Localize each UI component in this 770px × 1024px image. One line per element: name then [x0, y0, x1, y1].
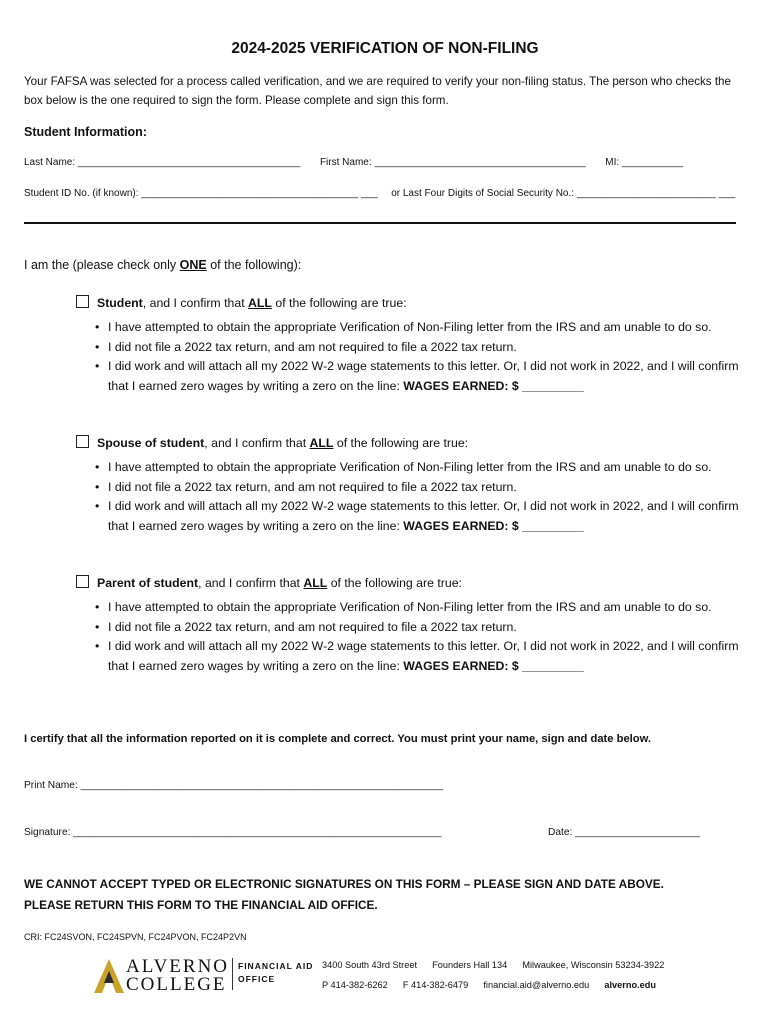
section-divider [24, 222, 736, 224]
first-name-field[interactable]: First Name: ______________________________________ [319, 157, 586, 168]
footer-address-row [322, 960, 664, 970]
spouse-checkbox[interactable] [76, 435, 89, 448]
footer-hall: Founders Hall 134 [432, 960, 508, 970]
certification-statement: I certify that all the information reported on it is complete and correct. You must print your name, sign and date below. [24, 733, 652, 745]
option-role: Parent of student [97, 576, 199, 590]
list-item: • I did work and will attach all my 2022 W-2 wage statements to this letter. Or, I did not work in 2022, and I will confirm that I earned zero wages by writing a zero on the line: WAGES EARNED: $ _________ [93, 357, 753, 396]
signature-warning: WE CANNOT ACCEPT TYPED OR ELECTRONIC SIGNATURES ON THIS FORM – PLEASE SIGN AND DATE ABOVE. PLEASE RETURN THIS FORM TO THE FINANCIAL AID OFFICE. [24, 877, 664, 912]
last-name-field[interactable]: Last Name: ________________________________________ [24, 157, 301, 168]
list-item: • I did not file a 2022 tax return, and am not required to file a 2022 tax return. [93, 338, 753, 358]
intro-paragraph: Your FAFSA was selected for a process called verification, and we are required to verify your non-filing status. The person who checks the box below is the one required to sign the form. Please complete and sign this form. [24, 75, 731, 107]
option-spouse: Spouse of student, and I confirm that ALL of the following are true: [76, 435, 468, 450]
list-item: • I have attempted to obtain the appropriate Verification of Non-Filing letter from the IRS and am unable to do so. [93, 318, 753, 338]
student-info-heading: Student Information: [24, 125, 147, 139]
option-student: Student, and I confirm that ALL of the following are true: [76, 295, 407, 310]
parent-conditions [93, 598, 753, 676]
logo-emblem-icon [94, 959, 124, 993]
footer-phone: P 414-382-6262 [322, 980, 388, 990]
footer-fax: F 414-382-6479 [402, 980, 469, 990]
logo-divider [232, 958, 233, 990]
date-field[interactable]: Date: ______________________ [548, 827, 700, 838]
id-row [24, 188, 735, 199]
option-role: Spouse of student [97, 436, 205, 450]
signature-field[interactable]: Signature: _________________________________________________________________ [24, 827, 442, 838]
logo-name-line2: COLLEGE [126, 974, 227, 995]
spouse-conditions [93, 458, 753, 536]
check-one-instruction: I am the (please check only ONE of the following): [24, 258, 302, 272]
option-parent: Parent of student, and I confirm that ALL of the following are true: [76, 575, 462, 590]
footer-website[interactable]: alverno.edu [604, 980, 656, 990]
mi-field[interactable]: MI: ___________ [605, 157, 684, 168]
option-role: Student [97, 296, 143, 310]
footer-email[interactable]: financial.aid@alverno.edu [483, 980, 590, 990]
list-item: • I have attempted to obtain the appropriate Verification of Non-Filing letter from the IRS and am unable to do so. [93, 598, 753, 618]
student-checkbox[interactable] [76, 295, 89, 308]
footer-address: 3400 South 43rd Street [322, 960, 418, 970]
wages-earned-field[interactable]: WAGES EARNED: $ _________ [403, 378, 584, 393]
student-conditions [93, 318, 753, 396]
one-emphasis: ONE [179, 258, 207, 272]
print-name-field[interactable]: Print Name: ________________________________________________________________ [24, 780, 444, 791]
ssn-field[interactable]: or Last Four Digits of Social Security No.: _________________________ ___ [391, 188, 736, 199]
alverno-logo [94, 957, 314, 997]
parent-checkbox[interactable] [76, 575, 89, 588]
logo-dept-line2: OFFICE [238, 974, 276, 984]
footer-city: Milwaukee, Wisconsin 53234-3922 [522, 960, 665, 970]
footer-contact-row [322, 980, 656, 990]
logo-dept-line1: FINANCIAL AID [238, 961, 314, 971]
list-item: • I have attempted to obtain the appropriate Verification of Non-Filing letter from the IRS and am unable to do so. [93, 458, 753, 478]
wages-earned-field[interactable]: WAGES EARNED: $ _________ [403, 518, 584, 533]
logo-name-line1: ALVERNO [126, 956, 230, 977]
list-item: • I did not file a 2022 tax return, and am not required to file a 2022 tax return. [93, 618, 753, 638]
form-title: 2024-2025 VERIFICATION OF NON-FILING [231, 40, 539, 57]
list-item: • I did not file a 2022 tax return, and am not required to file a 2022 tax return. [93, 478, 753, 498]
list-item: • I did work and will attach all my 2022 W-2 wage statements to this letter. Or, I did not work in 2022, and I will confirm that I earned zero wages by writing a zero on the line: WAGES EARNED: $ _________ [93, 497, 753, 536]
name-row [24, 157, 683, 168]
list-item: • I did work and will attach all my 2022 W-2 wage statements to this letter. Or, I did not work in 2022, and I will confirm that I earned zero wages by writing a zero on the line: WAGES EARNED: $ _________ [93, 637, 753, 676]
student-id-field[interactable]: Student ID No. (if known): _______________________________________ ___ [24, 188, 378, 199]
wages-earned-field[interactable]: WAGES EARNED: $ _________ [403, 658, 584, 673]
cri-codes: CRI: FC24SVON, FC24SPVN, FC24PVON, FC24P2VN [24, 932, 247, 942]
